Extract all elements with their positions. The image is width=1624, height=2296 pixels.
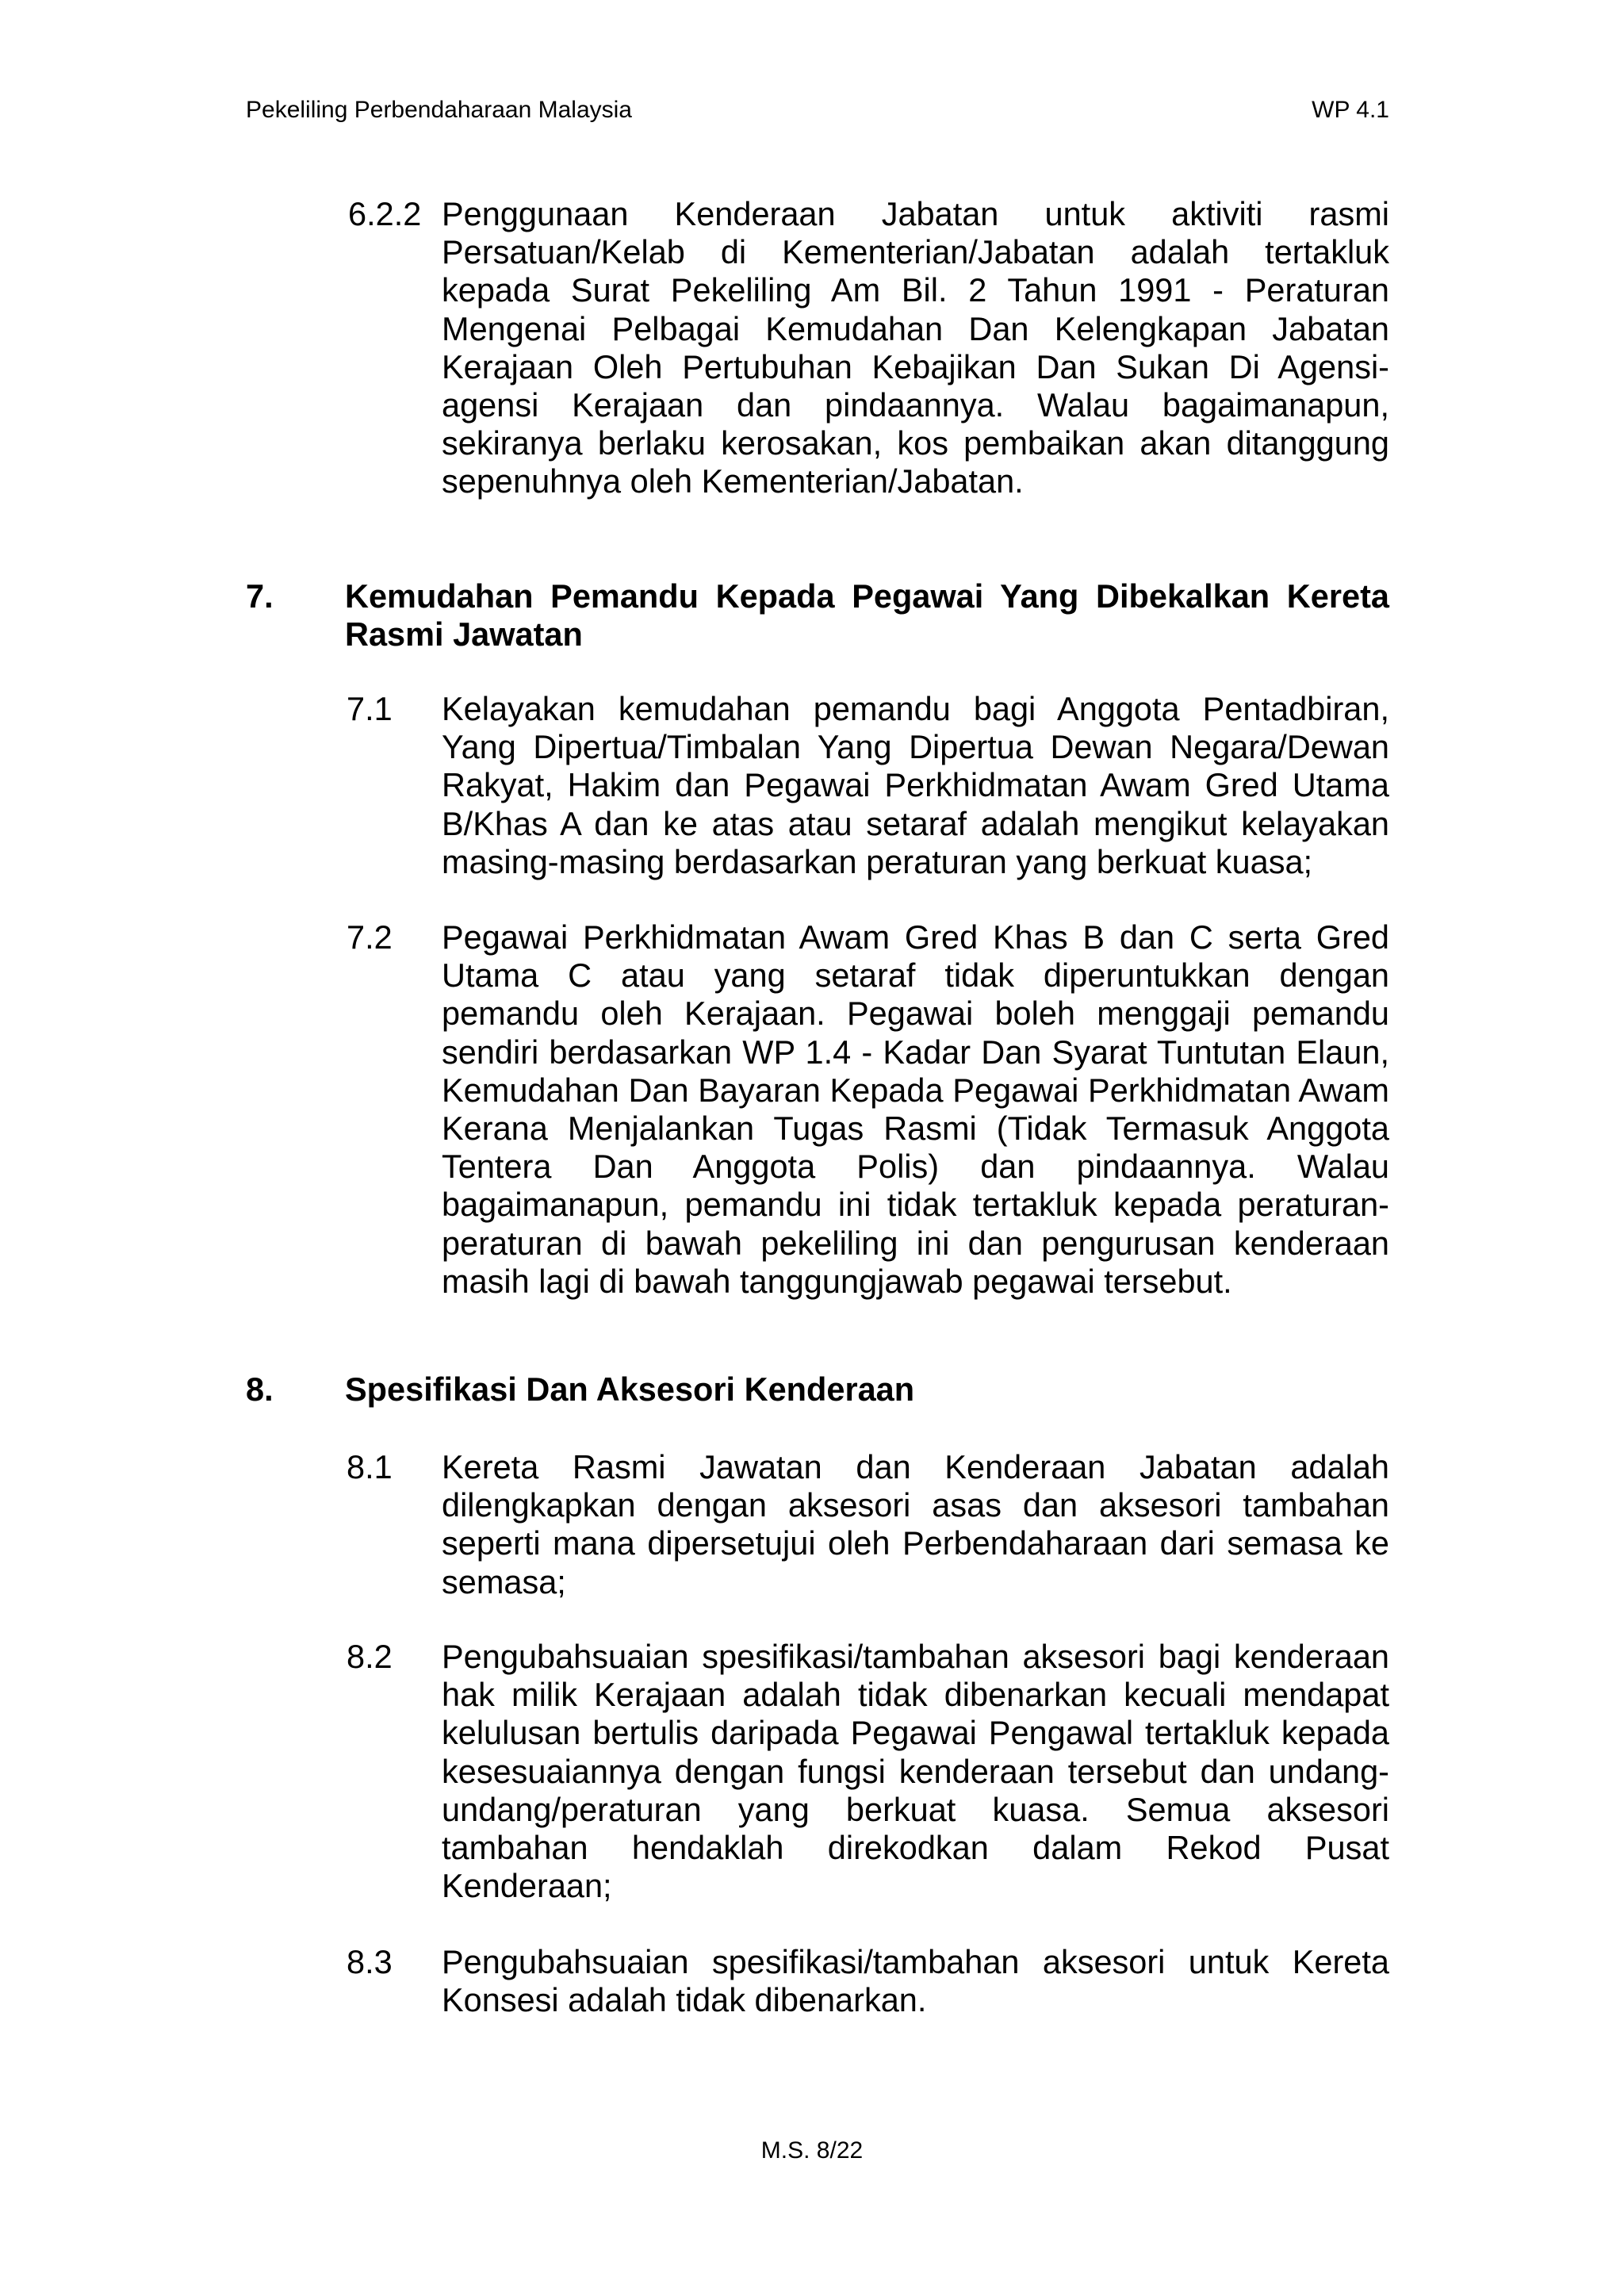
header-document-title: Pekeliling Perbendaharaan Malaysia	[246, 97, 632, 123]
page-number: M.S. 8/22	[760, 2137, 864, 2164]
paragraph-7-2	[347, 918, 1389, 1301]
section-number: 7.	[246, 577, 274, 615]
paragraph-8-3	[347, 1943, 1389, 2019]
section-title: Spesifikasi Dan Aksesori Kenderaan	[345, 1370, 915, 1408]
section-8-heading	[246, 1370, 1389, 1409]
section-7-heading	[246, 577, 1389, 654]
header-document-code: WP 4.1	[1312, 97, 1389, 123]
paragraph-8-2	[347, 1638, 1389, 1905]
paragraph-text: Kelayakan kemudahan pemandu bagi Anggota Pentadbiran, Yang Dipertua/Timbalan Yang Dipertua Dewan Negara/Dewan Rakyat, Hakim dan Pegawai Perkhidmatan Awam Gred Utama B/Khas A dan ke atas atau setaraf adalah mengikut kelayakan masing-masing berdasarkan peraturan yang berkuat kuasa;	[442, 690, 1389, 880]
paragraph-6-2-2	[348, 195, 1389, 501]
paragraph-text: Kereta Rasmi Jawatan dan Kenderaan Jabatan adalah dilengkapkan dengan aksesori asas dan aksesori tambahan seperti mana dipersetujui oleh Perbendaharaan dari semasa ke semasa;	[442, 1448, 1389, 1600]
section-number: 8.	[246, 1370, 274, 1408]
paragraph-number: 8.1	[347, 1448, 393, 1485]
paragraph-8-1	[347, 1448, 1389, 1601]
section-title: Kemudahan Pemandu Kepada Pegawai Yang Dibekalkan Kereta Rasmi Jawatan	[345, 577, 1389, 654]
page-header	[246, 97, 1389, 128]
paragraph-number: 7.1	[347, 690, 393, 727]
paragraph-number: 6.2.2	[348, 195, 422, 232]
paragraph-number: 7.2	[347, 918, 393, 956]
paragraph-text: Penggunaan Kenderaan Jabatan untuk aktiviti rasmi Persatuan/Kelab di Kementerian/Jabatan adalah tertakluk kepada Surat Pekeliling Am Bil. 2 Tahun 1991 - Peraturan Mengenai Pelbagai Kemudahan Dan Kelengkapan Jabatan Kerajaan Oleh Pertubuhan Kebajikan Dan Sukan Di Agensi-agensi Kerajaan dan pindaannya. Walau bagaimanapun, sekiranya berlaku kerosakan, kos pembaikan akan ditanggung sepenuhnya oleh Kementerian/Jabatan.	[442, 195, 1389, 500]
paragraph-number: 8.2	[347, 1638, 393, 1675]
paragraph-7-1	[347, 690, 1389, 881]
paragraph-text: Pengubahsuaian spesifikasi/tambahan aksesori bagi kenderaan hak milik Kerajaan adalah tidak dibenarkan kecuali mendapat kelulusan bertulis daripada Pegawai Pengawal tertakluk kepada kesesuaiannya dengan fungsi kenderaan tersebut dan undang-undang/peraturan yang berkuat kuasa. Semua aksesori tambahan hendaklah direkodkan dalam Rekod Pusat Kenderaan;	[442, 1638, 1389, 1905]
paragraph-text: Pengubahsuaian spesifikasi/tambahan aksesori untuk Kereta Konsesi adalah tidak dibenarkan.	[442, 1943, 1389, 2019]
paragraph-number: 8.3	[347, 1943, 393, 1980]
paragraph-text: Pegawai Perkhidmatan Awam Gred Khas B dan C serta Gred Utama C atau yang setaraf tidak diperuntukkan dengan pemandu oleh Kerajaan. Pegawai boleh menggaji pemandu sendiri berdasarkan WP 1.4 - Kadar Dan Syarat Tuntutan Elaun, Kemudahan Dan Bayaran Kepada Pegawai Perkhidmatan Awam Kerana Menjalankan Tugas Rasmi (Tidak Termasuk Anggota Tentera Dan Anggota Polis) dan pindaannya. Walau bagaimanapun, pemandu ini tidak tertakluk kepada peraturan-peraturan di bawah pekeliling ini dan pengurusan kenderaan masih lagi di bawah tanggungjawab pegawai tersebut.	[442, 918, 1389, 1300]
